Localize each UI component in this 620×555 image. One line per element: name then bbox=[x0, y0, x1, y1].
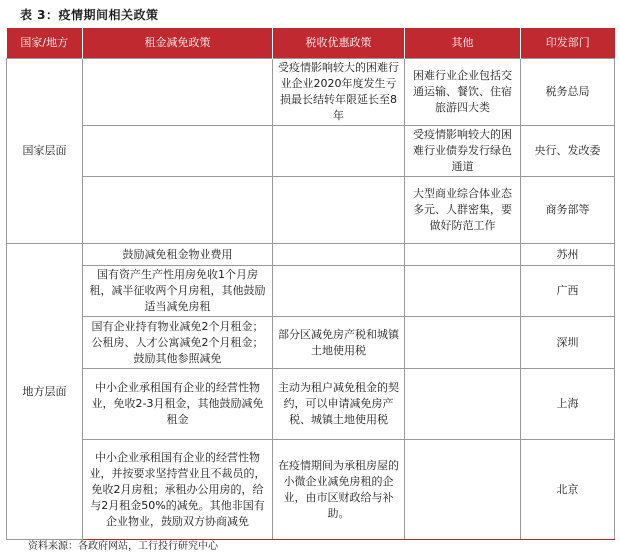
table-row bbox=[7, 440, 615, 540]
header-row bbox=[7, 28, 615, 59]
header-rent-policy: 租金减免政策 bbox=[83, 28, 273, 59]
level-local: 地方层面 bbox=[7, 244, 83, 540]
table-row bbox=[7, 369, 615, 440]
other-cell bbox=[405, 440, 521, 540]
department-cell: 商务部等 bbox=[521, 177, 615, 244]
table-row bbox=[7, 126, 615, 177]
header-department: 印发部门 bbox=[521, 28, 615, 59]
department-cell: 北京 bbox=[521, 440, 615, 540]
rent-cell: 鼓励减免租金物业费用 bbox=[83, 244, 273, 266]
department-cell: 苏州 bbox=[521, 244, 615, 266]
table-row bbox=[7, 317, 615, 369]
table-title: 表 3：疫情期间相关政策 bbox=[20, 8, 159, 22]
table-row bbox=[7, 244, 615, 266]
tax-cell bbox=[273, 126, 405, 177]
rent-cell: 国有企业持有物业减免2个月租金；公租房、人才公寓减免2个月租金；鼓励其他参照减免 bbox=[83, 317, 273, 369]
other-cell: 受疫情影响较大的困难行业债券发行绿色通道 bbox=[405, 126, 521, 177]
policy-table bbox=[6, 28, 615, 540]
rent-cell: 中小企业承租国有企业的经营性物业，免收2-3月租金，其他鼓励减免租金 bbox=[83, 369, 273, 440]
other-cell: 困难行业企业包括交通运输、餐饮、住宿旅游四大类 bbox=[405, 59, 521, 126]
table-row bbox=[7, 59, 615, 126]
tax-cell: 部分区减免房产税和城镇土地使用税 bbox=[273, 317, 405, 369]
tax-cell bbox=[273, 266, 405, 317]
rent-cell bbox=[83, 59, 273, 126]
level-national: 国家层面 bbox=[7, 59, 83, 244]
department-cell: 央行、发改委 bbox=[521, 126, 615, 177]
source-note: 资料来源：各政府网站，工行投行研究中心 bbox=[28, 541, 218, 552]
rent-cell: 中小企业承租国有企业的经营性物业，并按要求坚持营业且不裁员的，免收2月房租；承租办公用房的，给与2月租金50%的减免。其他非国有企业物业，鼓励双方协商减免 bbox=[83, 440, 273, 540]
header-tax-policy: 税收优惠政策 bbox=[273, 28, 405, 59]
other-cell bbox=[405, 244, 521, 266]
other-cell bbox=[405, 266, 521, 317]
table-row bbox=[7, 177, 615, 244]
tax-cell bbox=[273, 177, 405, 244]
department-cell: 上海 bbox=[521, 369, 615, 440]
other-cell bbox=[405, 369, 521, 440]
department-cell: 税务总局 bbox=[521, 59, 615, 126]
header-other: 其他 bbox=[405, 28, 521, 59]
other-cell bbox=[405, 317, 521, 369]
tax-cell: 在疫情期间为承租房屋的小微企业减免房租的企业，由市区财政给与补助。 bbox=[273, 440, 405, 540]
table-row bbox=[7, 266, 615, 317]
other-cell: 大型商业综合体业态多元、人群密集，要做好防范工作 bbox=[405, 177, 521, 244]
department-cell: 深圳 bbox=[521, 317, 615, 369]
tax-cell: 主动为租户减免租金的契约，可以申请减免房产税、城镇土地使用税 bbox=[273, 369, 405, 440]
rent-cell bbox=[83, 177, 273, 244]
rent-cell bbox=[83, 126, 273, 177]
tax-cell: 受疫情影响较大的困难行业企业2020年度发生亏损最长结转年限延长至8年 bbox=[273, 59, 405, 126]
department-cell: 广西 bbox=[521, 266, 615, 317]
header-region: 国家/地方 bbox=[7, 28, 83, 59]
rent-cell: 国有资产生产性用房免收1个月房租，减半征收两个月房租，其他鼓励适当减免房租 bbox=[83, 266, 273, 317]
tax-cell bbox=[273, 244, 405, 266]
